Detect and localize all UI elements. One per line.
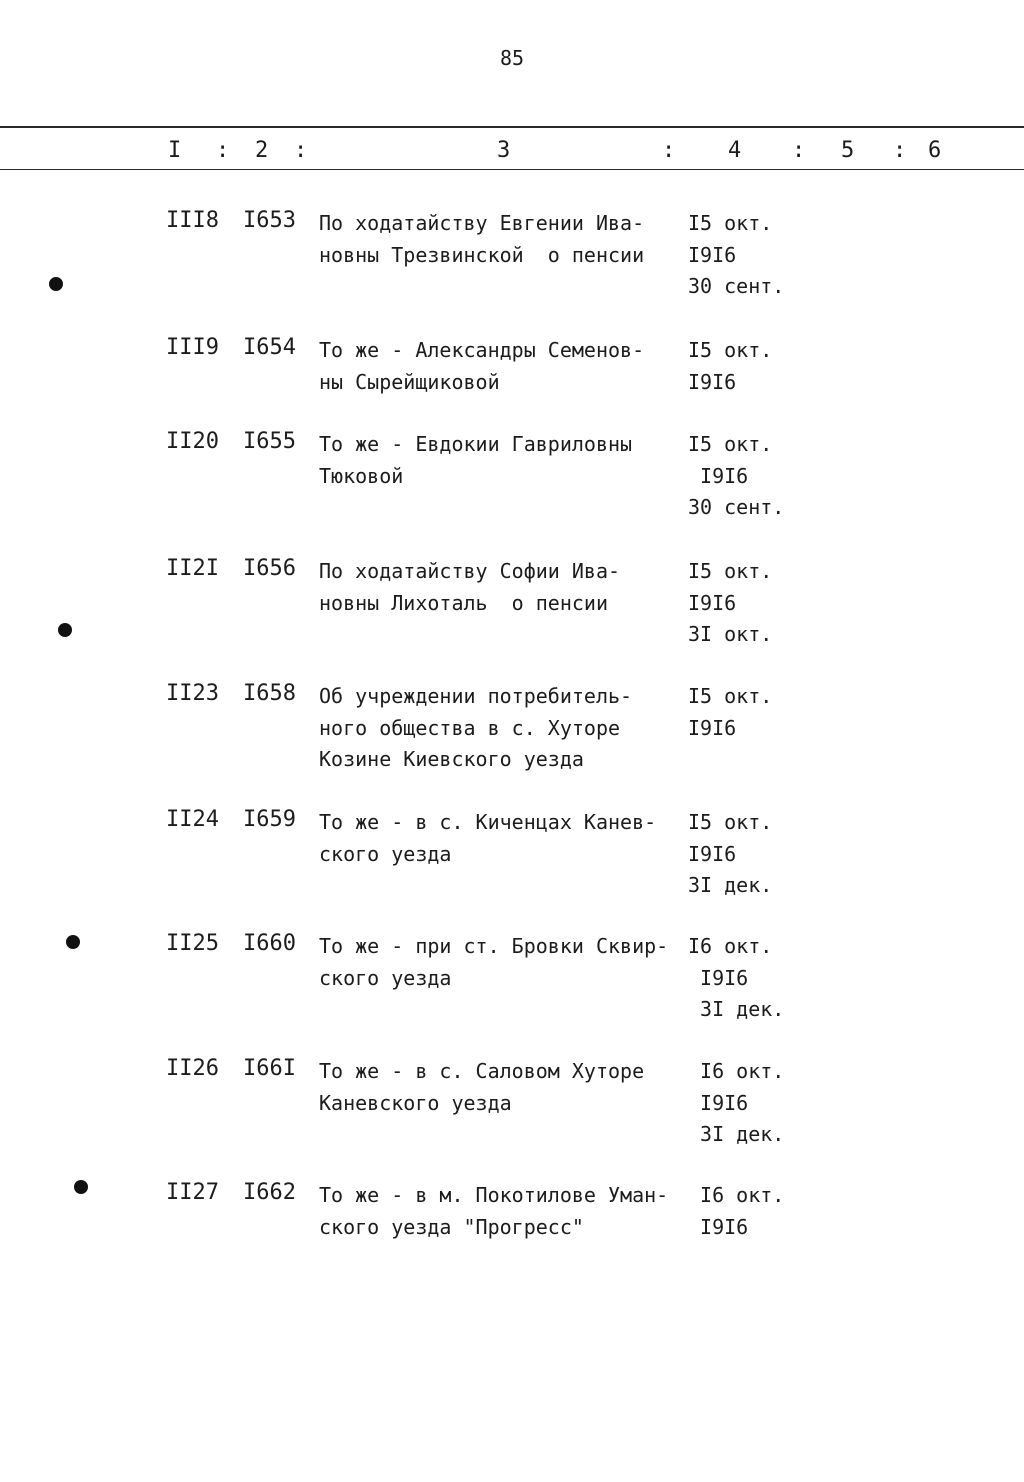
record-title: То же - при ст. Бровки Сквир- ского уезда	[319, 934, 669, 990]
record-dates: I5 окт. I9I6	[688, 338, 773, 394]
case-number: I655	[243, 429, 296, 454]
record-dates: I6 окт. I9I6	[700, 1183, 785, 1239]
record-number: III8	[166, 208, 219, 233]
column-header-1: I	[168, 138, 182, 163]
case-number: I660	[243, 931, 296, 956]
record-title: То же - Александры Семенов- ны Сырейщиковой	[319, 338, 645, 394]
case-number: I658	[243, 681, 296, 706]
record-dates: I6 окт. I9I6 3I дек.	[688, 934, 785, 1021]
record-dates: I5 окт. I9I6 3I дек.	[688, 810, 773, 897]
record-title: По ходатайству Евгении Ива- новны Трезвинской о пенсии	[319, 211, 645, 267]
column-header-5: 5	[841, 138, 855, 163]
column-header-3: 3	[497, 138, 511, 163]
column-separator: :	[792, 138, 806, 163]
case-number: I653	[243, 208, 296, 233]
header-top-rule	[0, 126, 1024, 128]
header-bottom-rule	[0, 169, 1024, 170]
case-number: I659	[243, 807, 296, 832]
binding-hole-mark	[49, 277, 63, 291]
binding-hole-mark	[66, 935, 80, 949]
record-number: II25	[166, 931, 219, 956]
record-number: II23	[166, 681, 219, 706]
column-header-2: 2	[255, 138, 269, 163]
record-dates: I5 окт. I9I6 30 сент.	[688, 432, 785, 519]
record-dates: I5 окт. I9I6	[688, 684, 773, 740]
record-number: II27	[166, 1180, 219, 1205]
record-title: По ходатайству Софии Ива- новны Лихоталь о пенсии	[319, 559, 621, 615]
record-title: То же - в м. Покотилове Уман- ского уезда "Прогресс"	[319, 1183, 669, 1239]
column-header-6: 6	[928, 138, 942, 163]
case-number: I662	[243, 1180, 296, 1205]
record-dates: I5 окт. I9I6 3I окт.	[688, 559, 773, 646]
binding-hole-mark	[74, 1180, 88, 1194]
case-number: I66I	[243, 1056, 296, 1081]
record-number: II26	[166, 1056, 219, 1081]
column-header-4: 4	[728, 138, 742, 163]
binding-hole-mark	[58, 623, 72, 637]
column-separator: :	[662, 138, 676, 163]
case-number: I654	[243, 335, 296, 360]
record-dates: I5 окт. I9I6 30 сент.	[688, 211, 785, 298]
page-number: 85	[499, 46, 525, 70]
record-number: II20	[166, 429, 219, 454]
record-title: То же - в с. Киченцах Канев- ского уезда	[319, 810, 657, 866]
column-separator: :	[294, 138, 308, 163]
record-number: II24	[166, 807, 219, 832]
record-title: Об учреждении потребитель- ного общества в с. Хуторе Козине Киевского уезда	[319, 684, 633, 771]
column-separator: :	[893, 138, 907, 163]
record-title: То же - в с. Саловом Хуторе Каневского уезда	[319, 1059, 645, 1115]
record-number: II2I	[166, 556, 219, 581]
record-number: III9	[166, 335, 219, 360]
column-separator: :	[216, 138, 230, 163]
record-title: То же - Евдокии Гавриловны Тюковой	[319, 432, 633, 488]
case-number: I656	[243, 556, 296, 581]
record-dates: I6 окт. I9I6 3I дек.	[700, 1059, 785, 1146]
